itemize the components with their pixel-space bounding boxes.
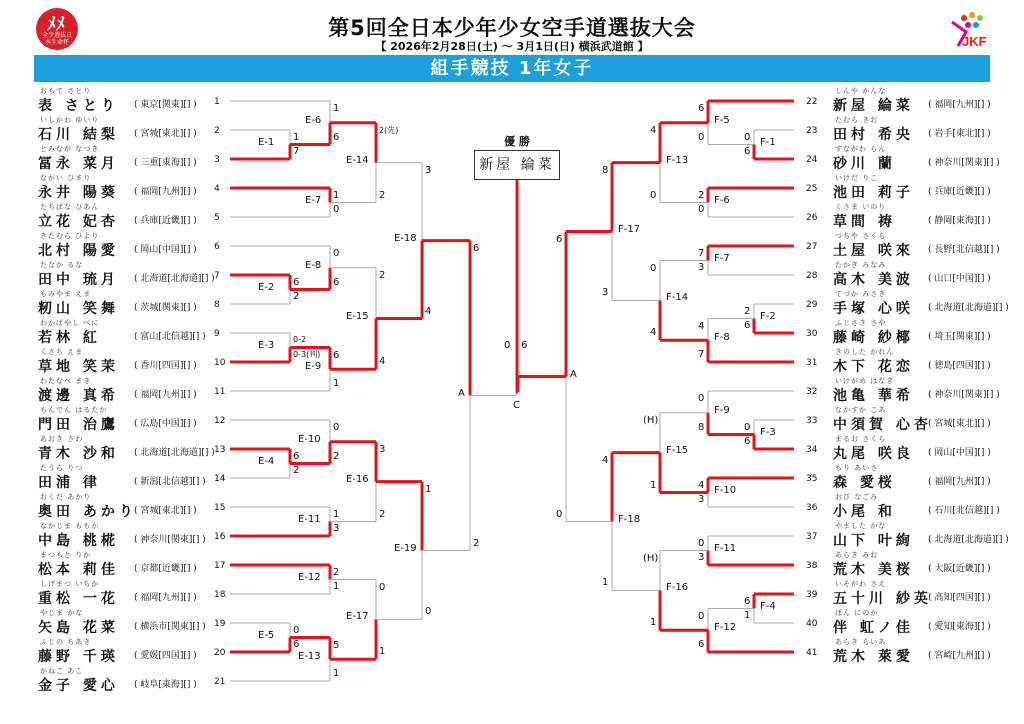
bout-score-bottom: 1 [650,617,657,629]
player-name: 高木 美波 [833,272,914,288]
bout-label: F-14 [666,292,689,304]
player-furigana: ふじの ちあき [40,638,92,646]
bout-label: E-8 [305,259,322,271]
player-seed: 2 [214,126,220,136]
player-seed: 22 [806,97,818,107]
player-furigana: とみなが なつき [40,145,100,153]
bout-score-bottom: 3 [698,494,705,505]
bout-label: F-1 [760,136,776,148]
logo-left-text: 全少選抜日本生命杯 [41,32,72,46]
bout-score-top: 4 [698,320,705,332]
page-title: 第5回全日本少年少女空手道選抜大会 [328,16,696,40]
bout-score-bottom: 6 [333,131,340,143]
bout-score-left: 0 [504,340,511,351]
player-name: 砂川 蘭 [833,156,896,172]
bout-score-top: 0 [698,393,705,404]
bout-label: F-13 [666,154,689,166]
bout-label: F-9 [714,404,730,416]
bout-label: E-14 [346,154,369,166]
bout-label: F-10 [714,484,737,496]
bout-score-top: 1 [425,483,432,495]
player-furigana: やじま かな [40,609,84,617]
player-seed: 32 [806,387,818,397]
player-name: 永井 陽葵 [38,185,119,201]
bout-label: F-16 [666,582,689,594]
player-seed: 35 [806,474,818,484]
player-seed: 25 [806,184,818,194]
bout-score-bottom: 7 [698,349,705,360]
player-affiliation: ( 福岡[九州][] ) [134,593,197,603]
player-affiliation: ( 長野[北信越][] ) [928,245,1000,255]
player-name: 田浦 律 [38,475,101,491]
player-seed: 34 [806,445,818,455]
bout-score-bottom: 4 [425,305,432,317]
category-banner: 組手競技 1年女子 [34,55,990,82]
player-seed: 24 [806,155,818,165]
player-affiliation: ( 福岡[九州][] ) [134,390,197,400]
bout-score-top: 6 [293,277,300,288]
bout-score-top: 6 [293,451,300,462]
player-furigana: たちばな ひあん [40,203,100,211]
player-affiliation: ( 宮城[東北][] ) [928,419,991,429]
player-seed: 28 [806,271,818,281]
player-affiliation: ( 埼玉[関東][] ) [928,332,991,342]
bout-label: F-17 [618,223,641,235]
bout-label: E-5 [258,629,275,641]
player-seed: 30 [806,329,818,339]
player-affiliation: ( 北海道[北海道][] ) [134,448,215,458]
bout-score-top: 5 [333,639,340,651]
bout-score-top: 6 [698,103,705,114]
player-seed: 21 [214,677,226,687]
player-seed: 36 [806,503,818,513]
bout-score-top: 0 [650,262,657,274]
player-furigana: おび なごみ [835,493,879,501]
bout-score-bottom: 6 [333,276,340,288]
player-name: 草地 笑茉 [38,359,119,375]
player-seed: 10 [214,358,226,368]
player-affiliation: ( 宮崎[九州][] ) [928,651,991,661]
bout-score-top: 0 [744,422,751,433]
bout-label: E-9 [305,361,322,373]
player-seed: 41 [806,648,818,658]
player-furigana: きたむら ひより [40,232,100,240]
player-name: 森 愛桜 [833,475,896,491]
player-affiliation: ( 北海道[北海道][] ) [134,274,215,284]
player-furigana: すながわ らん [835,145,887,153]
bout-score-top: 2 [698,190,705,201]
bout-label: F-4 [760,600,776,612]
player-furigana: わかばやし べに [40,319,100,327]
player-affiliation: ( 大阪[近畿][] ) [928,564,991,574]
bout-score-top: 1 [333,103,340,114]
player-name: 青木 沙和 [38,446,119,462]
bout-score-top: 4 [650,124,657,136]
player-furigana: まるお さくら [835,435,887,443]
bout-label: F-11 [714,542,737,554]
player-seed: 38 [806,561,818,571]
player-furigana: わたなべ まき [40,377,92,385]
bout-score-bottom: 2 [473,537,480,549]
player-affiliation: ( 兵庫[近畿][] ) [134,216,197,226]
player-seed: 7 [214,271,220,281]
player-seed: 23 [806,126,818,136]
player-seed: 31 [806,358,818,368]
player-name: 石川 結梨 [38,127,119,143]
player-furigana: つちや さくら [835,232,887,240]
bout-score-top: 1 [333,190,340,201]
player-seed: 12 [214,416,226,426]
bout-score-bottom: 3 [333,523,340,534]
player-furigana: ふじさき さや [835,319,887,327]
event-date-venue: 【 2026年2月28日(土) ～ 3月1日(日) 横浜武道館 】 [375,40,649,53]
player-name: 草間 祷 [833,214,896,230]
player-affiliation: ( 北海道[北海道][] ) [928,535,1009,545]
player-furigana: きのした かれん [835,348,895,356]
bout-score-bottom: 1 [379,646,386,658]
player-furigana: もみやま えま [40,290,92,298]
bout-label: E-17 [346,611,369,623]
player-furigana: てづか みさき [835,290,887,298]
player-seed: 29 [806,300,818,310]
champion-label: 優 勝 [504,135,530,148]
player-affiliation: ( 山口[中国][] ) [928,274,991,284]
player-seed: 39 [806,590,818,600]
player-name: 丸尾 咲良 [833,446,914,462]
bout-label: F-5 [714,114,730,126]
bout-label: A [458,387,465,399]
player-name: 金子 愛心 [38,678,119,694]
bout-score-top: 3 [379,443,386,455]
player-name: 手塚 心咲 [833,301,914,317]
bout-score-top: 2 [333,567,340,578]
bout-label: F-3 [760,426,776,438]
player-seed: 5 [214,213,220,223]
player-affiliation: ( 岐阜[東海][] ) [134,680,197,690]
bout-score-bottom: 1 [602,577,609,589]
bout-label: E-7 [305,194,322,206]
player-seed: 13 [214,445,226,455]
bout-score-bottom: 2 [293,291,300,302]
player-furigana: おもて さとり [40,87,92,95]
bout-score-top: 1 [293,132,300,143]
player-name: 池田 莉子 [833,185,914,201]
player-name: 門田 治鷹 [38,417,119,433]
player-furigana: くさま いのり [835,203,887,211]
bout-label: E-2 [258,281,275,293]
player-seed: 18 [214,590,226,600]
bout-score-top: 1 [333,509,340,520]
player-affiliation: ( 宮城[東北][] ) [134,129,197,139]
bout-score-top: 6 [333,349,340,361]
player-seed: 15 [214,503,226,513]
player-furigana: なかすか こあ [835,406,887,414]
player-affiliation: ( 岡山[中国][] ) [134,245,197,255]
player-affiliation: ( 高知[四国][] ) [928,593,991,603]
player-name: 田村 希央 [833,127,914,143]
player-seed: 8 [214,300,220,310]
logo-left-glyph: ﾒﾒ [47,14,65,35]
player-name: 渡邊 真希 [38,388,119,404]
bout-score-top: 4 [698,480,705,491]
player-seed: 37 [806,532,818,542]
bout-label: E-10 [298,433,321,445]
player-name: 松本 莉佳 [38,562,119,578]
player-furigana: ばん にのか [835,609,879,617]
player-seed: 4 [214,184,220,194]
bout-score-bottom: 2 [379,508,386,520]
bout-score-bottom: 2 [379,189,386,201]
bout-score-top: 0 [698,538,705,549]
player-affiliation: ( 横浜市[関東][] ) [134,622,206,632]
player-seed: 3 [214,155,220,165]
player-affiliation: ( 新潟[北信越][] ) [134,477,206,487]
player-furigana: ながい ひまり [40,174,92,182]
player-furigana: いけだ りこ [835,174,879,182]
player-name: 表 さとり [38,98,119,114]
player-seed: 14 [214,474,226,484]
bout-score-top: (H) [643,414,659,426]
bout-score-top: 7 [698,248,705,259]
player-seed: 16 [214,532,226,542]
bout-score-top: 4 [602,454,609,466]
player-seed: 20 [214,648,226,658]
player-affiliation: ( 京都[近畿][] ) [134,564,197,574]
bout-label: C [513,400,520,411]
player-affiliation: ( 東京[関東][] ) [134,100,197,110]
player-affiliation: ( 石川[北信越][] ) [928,506,1000,516]
player-furigana: いけがめ はなき [835,377,895,385]
bout-score-bottom: 2 [293,465,300,476]
bout-score-bottom: 1 [333,668,340,679]
player-affiliation: ( 富山[北信越][] ) [134,332,206,342]
bout-score-bottom: 6 [744,436,751,447]
player-name: 若林 紅 [38,330,101,346]
player-furigana: くさち えま [40,348,84,356]
logo-right-text: JKF [962,34,987,49]
bout-score-top: 6 [556,233,563,245]
bout-label: E-11 [298,513,321,525]
bout-label: F-15 [666,444,689,456]
player-name: 矢島 花菜 [38,620,119,636]
player-name: 荒木 美桜 [833,562,914,578]
player-affiliation: ( 徳島[四国][] ) [928,361,991,371]
bout-score-bottom: 2 [333,450,340,462]
player-name: 立花 妃杏 [38,214,119,230]
player-affiliation: ( 三重[東海][] ) [134,158,197,168]
bout-score-bottom: 0 [333,204,340,215]
bout-score-bottom: 1 [744,610,751,621]
bout-score-bottom: 7 [293,146,300,157]
bout-score-bottom: 0 [425,606,432,618]
bout-score-bottom: 6 [744,320,751,331]
player-seed: 11 [214,387,226,397]
player-seed: 6 [214,242,220,252]
bout-score-top: 0 [333,248,340,259]
player-furigana: たかぎ みなみ [835,261,887,269]
bout-label: E-18 [394,232,417,244]
player-affiliation: ( 福岡[九州][] ) [928,100,991,110]
player-affiliation: ( 神奈川[関東][] ) [134,535,206,545]
bout-score-bottom: 0 [698,204,705,215]
bout-score-top: 0 [744,132,751,143]
player-furigana: やました かな [835,522,887,530]
player-affiliation: ( 兵庫[近畿][] ) [928,187,991,197]
player-affiliation: ( 愛知[東海][] ) [928,622,991,632]
player-furigana: まつもと りか [40,551,92,559]
player-name: 土屋 咲來 [833,243,914,259]
bout-score-bottom: 1 [333,581,340,592]
player-furigana: あらき みお [835,551,879,559]
player-name: 新屋 綸菜 [833,98,914,114]
player-name: 山下 叶絢 [833,533,914,549]
player-seed: 33 [806,416,818,426]
bout-score-top: 6 [473,242,480,254]
bout-label: F-18 [618,513,641,525]
bout-score-bottom: 4 [379,356,386,368]
bout-label: A [570,368,577,380]
bout-score-top: 2(先) [379,125,399,135]
player-seed: 40 [806,619,818,629]
player-furigana: しんや かんな [835,87,887,95]
player-name: 冨永 菜月 [38,156,119,172]
bout-score-top: 0 [698,610,705,622]
player-name: 中須賀 心杏 [833,417,932,433]
bout-score-top: 0 [379,581,386,593]
player-name: 北村 陽愛 [38,243,119,259]
player-seed: 26 [806,213,818,223]
player-name: 田中 琉月 [38,272,119,288]
bout-score-top: 0 [293,625,300,636]
bout-score-top: 3 [425,164,432,176]
bout-score-top: 0 [333,422,340,433]
bout-score-bottom: 1 [650,479,657,491]
bout-label: F-2 [760,310,776,322]
player-furigana: もり あいさ [835,464,879,472]
bout-score-bottom: 0 [650,189,657,201]
bout-score-top: (H) [643,552,659,564]
player-furigana: あらき らいあ [835,638,887,646]
player-name: 籾山 笑舞 [38,301,119,317]
player-seed: 1 [214,97,220,107]
player-name: 藤崎 紗椰 [833,330,914,346]
player-name: 重松 一花 [38,591,119,607]
player-seed: 9 [214,329,220,339]
player-affiliation: ( 福岡[九州][] ) [134,187,197,197]
player-affiliation: ( 広島[中国][] ) [134,419,197,429]
bout-label: F-8 [714,332,730,344]
player-affiliation: ( 静岡[東海][] ) [928,216,991,226]
player-affiliation: ( 神奈川[関東][] ) [928,390,1000,400]
bout-score-top: 2 [744,306,751,317]
player-furigana: いそがわ さえ [835,580,887,588]
bout-label: E-19 [394,542,417,554]
player-name: 木下 花恋 [833,359,914,375]
bout-score-top: 6 [744,596,751,607]
player-seed: 17 [214,561,226,571]
player-furigana: しげまつ いちか [40,580,100,588]
player-affiliation: ( 愛媛[四国][] ) [134,651,197,661]
player-furigana: たむら きお [835,116,879,124]
player-affiliation: ( 北海道[北海道][] ) [928,303,1009,313]
bout-label: E-3 [258,339,275,351]
player-furigana: かねこ あこ [40,667,84,675]
bout-score-bottom: 4 [650,327,657,339]
bout-score-bottom: 3 [602,287,609,299]
player-name: 荒木 萊愛 [833,649,914,665]
bout-score-bottom: 6 [293,639,300,650]
player-name: 伴 虹ノ佳 [833,620,914,636]
player-furigana: たうら りつ [40,464,84,472]
bout-score-bottom: 0-3(判) [293,350,321,359]
bout-label: E-15 [346,310,369,322]
bout-score-bottom: 6 [744,146,751,157]
player-furigana: もんでん はるたか [40,406,108,414]
player-furigana: たなか るな [40,261,84,269]
player-name: 藤野 千瑛 [38,649,119,665]
bout-label: E-4 [258,455,275,467]
player-affiliation: ( 岩手[東北][] ) [928,129,991,139]
bout-score-top: 8 [602,164,609,176]
bout-label: E-6 [305,114,322,126]
bout-score-bottom: 0 [698,131,705,143]
bout-score-bottom: 8 [698,421,705,433]
player-affiliation: ( 神奈川[関東][] ) [928,158,1000,168]
bout-score-bottom: 6 [698,639,705,650]
bout-label: F-7 [714,252,730,264]
player-affiliation: ( 宮城[東北][] ) [134,506,197,516]
player-name: 奥田 あかり [38,504,137,520]
bout-label: E-13 [298,651,321,663]
champion-name-box: 新屋 綸菜 [474,150,560,180]
player-furigana: なかじま ももか [40,522,100,530]
bout-score-top: 0-2 [293,335,307,344]
player-seed: 19 [214,619,226,629]
player-furigana: おくだ あかり [40,493,92,501]
player-seed: 27 [806,242,818,252]
bout-score-right: 6 [521,340,528,351]
bout-score-bottom: 3 [698,262,705,273]
player-affiliation: ( 茨城[関東][] ) [134,303,197,313]
player-affiliation: ( 岡山[中国][] ) [928,448,991,458]
bout-label: E-16 [346,473,369,485]
player-affiliation: ( 福岡[九州][] ) [928,477,991,487]
player-name: 小尾 和 [833,504,896,520]
player-name: 池亀 華希 [833,388,914,404]
bout-score-bottom: 3 [698,552,705,563]
bout-label: E-1 [258,136,275,148]
bout-score-bottom: 1 [333,378,340,389]
player-furigana: あおき さわ [40,435,84,443]
bout-label: E-12 [298,571,321,583]
bout-score-bottom: 0 [556,508,563,520]
bout-label: F-6 [714,194,730,206]
player-name: 中島 桃椛 [38,533,119,549]
player-name: 五十川 紗英 [833,591,932,607]
bout-label: F-12 [714,622,737,634]
player-furigana: いしかわ ゆいり [40,116,100,124]
bout-score-top: 2 [379,269,386,281]
player-affiliation: ( 香川[四国][] ) [134,361,197,371]
